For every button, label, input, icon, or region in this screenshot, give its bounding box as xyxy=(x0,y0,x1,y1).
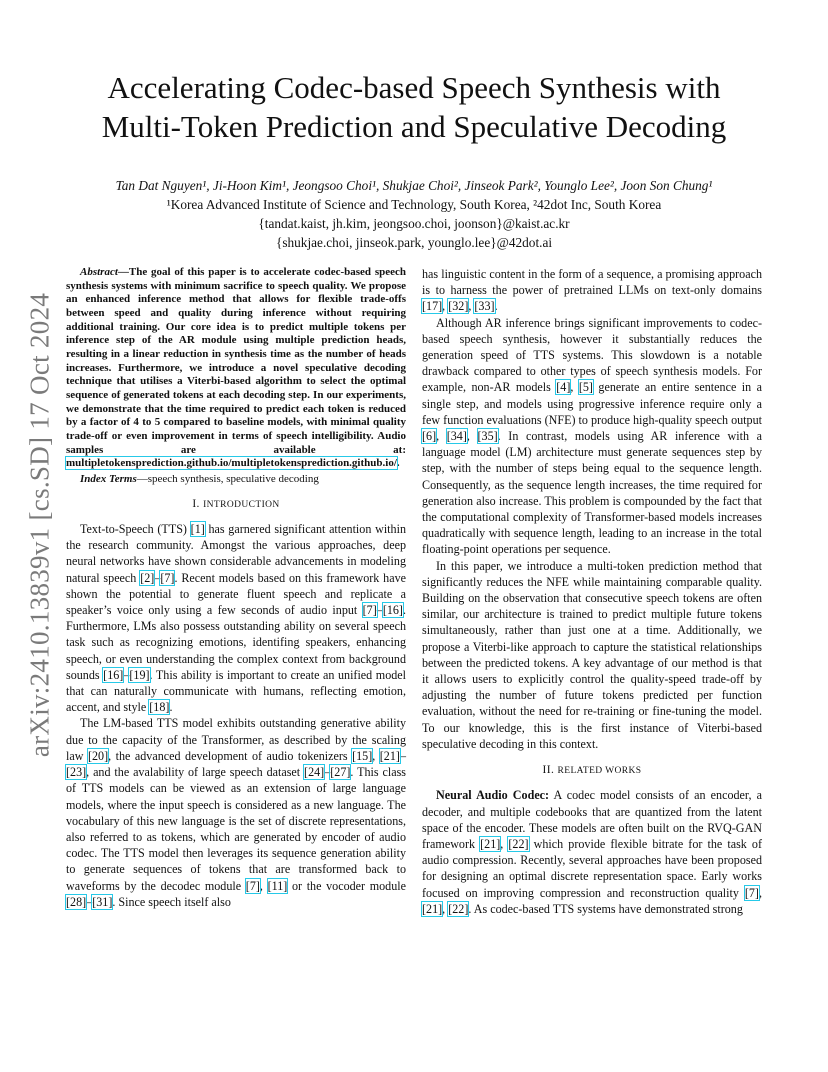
citation-link[interactable]: [15] xyxy=(352,748,373,763)
citation-link[interactable]: [21] xyxy=(422,901,443,916)
body-text: , xyxy=(442,299,449,314)
index-terms xyxy=(66,472,406,486)
body-text: , xyxy=(372,748,380,763)
body-text: – xyxy=(324,765,331,780)
citation-link[interactable]: [20] xyxy=(87,748,109,763)
body-text: A codec model consists of an encoder, a decoder, and multiple codebooks that are quantized from the latent space of the encoder. These models are often built on the RVQ-GAN framework xyxy=(422,788,762,851)
body-text: has garnered significant attention within the research community. Amongst the various approaches, deep neural networks have shown considerable advancements in modeling natural speech xyxy=(66,522,406,585)
intro-paragraph-2-continued xyxy=(422,266,762,315)
left-column xyxy=(66,266,406,910)
author-names: Tan Dat Nguyen¹, Ji-Hoon Kim¹, Jeongsoo Choi¹, Shukjae Choi², Jinseok Park², Younglo Lee², Joon Son Chung¹ xyxy=(115,178,713,193)
intro-paragraph-4 xyxy=(422,558,762,752)
body-text: , xyxy=(570,380,579,395)
citation-link[interactable]: [33] xyxy=(474,299,495,314)
index-terms-text: —speech synthesis, speculative decoding xyxy=(136,472,319,485)
body-text: . Furthermore, LMs also possess outstanding ability on several speech task such as recognizing emotions, identifing speakers, enhancing speech, or even understanding the complex context from background sounds xyxy=(66,603,406,682)
body-text: generate an entire sentence in a single step, and models using progressive inference require only a few function evaluations (NFE) to produce high-quality speech output xyxy=(422,380,762,427)
body-text: In this paper, we introduce a multi-token prediction method that significantly reduces the NFE while maintaining comparable quality. Building on the observation that consecutive speech tokens are often similar, our architecture is trained to predict multiple future tokens simultaneously, rather than just one at a time. Additionally, we propose a Viterbi-like approach to capture the statistical relationships between the predicted tokens. A key advantage of our method is that it allows users to explicitly control the quality-speed trade-off by adjusting the number of future tokens predicted per function evaluation, without the need for re-training or fine-tuning the model. To our knowledge, this is the first instance of Viterbi-based speculative decoding in this context. xyxy=(422,558,762,751)
body-text: . Recent models based on this framework have shown the potential to generate fluent speech and replicate a speaker’s voice only using a few seconds of audio input xyxy=(66,570,406,618)
body-text: , the advanced development of audio tokenizers xyxy=(108,748,353,763)
author-email-kaist: {tandat.kaist, jh.kim, jeongsoo.choi, joonson}@kaist.ac.kr xyxy=(258,216,570,231)
citation-link[interactable]: [1] xyxy=(190,522,205,537)
body-text: . As codec-based TTS systems have demonstrated strong xyxy=(468,901,743,916)
citation-link[interactable]: [21] xyxy=(379,748,400,763)
section-title: INTRODUCTION xyxy=(203,499,280,510)
arxiv-identifier: arXiv:2410.13839v1 [cs.SD] 17 Oct 2024 xyxy=(24,292,55,758)
body-text: The LM-based TTS model exhibits outstanding generative ability due to the capacity of the Transformer, as described by the scaling law xyxy=(66,716,406,763)
citation-link[interactable]: [23] xyxy=(66,765,87,780)
body-text: , xyxy=(259,878,268,893)
index-terms-label: Index Terms xyxy=(80,472,137,485)
citation-link[interactable]: [21] xyxy=(480,836,501,851)
body-text: – xyxy=(86,894,93,909)
citation-link[interactable]: [24] xyxy=(304,765,325,780)
section-heading-related-works xyxy=(422,762,762,779)
citation-link[interactable]: [22] xyxy=(508,836,529,851)
body-text: , xyxy=(468,299,475,314)
body-text: – xyxy=(154,570,161,585)
intro-paragraph-3 xyxy=(422,315,762,558)
body-text: , xyxy=(758,885,762,900)
citation-link[interactable]: [7] xyxy=(744,885,759,900)
body-text: Text-to-Speech (TTS) xyxy=(80,522,191,537)
citation-link[interactable]: [34] xyxy=(446,429,467,444)
section-title: RELATED WORKS xyxy=(557,766,642,777)
body-text: Although AR inference brings significant improvements to codec-based speech synthesis, however it substantially reduces the generation speed of TTS systems. This slowdown is a notable drawback compared to other types of speech synthesis models. For example, non-AR models xyxy=(422,315,762,395)
body-text: , and the avalability of large speech dataset xyxy=(86,765,305,780)
citation-link[interactable]: [2] xyxy=(140,570,155,585)
abstract xyxy=(66,266,406,471)
body-text: or the vocoder module xyxy=(287,878,407,893)
citation-link[interactable]: [5] xyxy=(578,380,593,395)
intro-paragraph-1 xyxy=(66,521,406,715)
body-text: – xyxy=(399,748,406,763)
body-text: which provide flexible bitrate for the task of audio compression. Recently, several approaches have been proposed for designing an optimal discrete representation space. Early works focused on improving compression and reconstruction quality xyxy=(422,836,762,900)
citation-link[interactable]: [28] xyxy=(66,894,87,909)
section-number: II. xyxy=(542,764,555,777)
citation-link[interactable]: [11] xyxy=(267,878,288,893)
body-text: – xyxy=(376,603,383,618)
title-line-1: Accelerating Codec-based Speech Synthesis with xyxy=(107,70,721,105)
citation-link[interactable]: [16] xyxy=(382,603,403,618)
citation-link[interactable]: [7] xyxy=(245,878,260,893)
abstract-end: . xyxy=(396,457,400,470)
citation-link[interactable]: [35] xyxy=(477,429,498,444)
body-text: . xyxy=(494,299,498,314)
body-text: has linguistic content in the form of a sequence, a promising approach is to harness the power of pretrained LLMs on text-only domains xyxy=(422,267,762,298)
citation-link[interactable]: [27] xyxy=(330,765,351,780)
arxiv-sidebar xyxy=(18,290,62,760)
run-in-heading: Neural Audio Codec: xyxy=(436,788,550,803)
body-text: , xyxy=(500,836,509,851)
body-text: . This ability is important to create an unified model that can naturally communicate with humans, reflecting emotion, accent, and style xyxy=(66,667,407,715)
citation-link[interactable]: [18] xyxy=(149,700,170,715)
body-text: , xyxy=(436,429,447,444)
body-text: . Since speech itself also xyxy=(112,894,231,909)
audio-samples-link[interactable]: multipletokensprediction.github.io/multipletokensprediction.github.io/ xyxy=(66,457,397,470)
author-block xyxy=(50,176,778,252)
abstract-label: Abstract xyxy=(80,266,118,278)
citation-link[interactable]: [31] xyxy=(92,894,113,909)
body-text: . This class of TTS models can be viewed as an extension of large language models, where the input speech is considered as a new language. The vocabulary of this new language is the set of discrete representations, also referred to as tokens, which are generated by encoder of audio codec. The TTS model then leverages its sequence generation ability to generate sequences of tokens that are transformed back to waveforms by the decodec module xyxy=(66,765,406,893)
author-affiliations: ¹Korea Advanced Institute of Science and Technology, South Korea, ²42dot Inc, South Korea xyxy=(166,197,662,212)
citation-link[interactable]: [7] xyxy=(160,570,175,585)
abstract-text: —The goal of this paper is to accelerate codec-based speech synthesis systems with minimum sacrifice to speech quality. We propose an enhanced inference method that allows for flexible trade-offs between speed and quality during inference without requiring additional training. Our core idea is to predict multiple tokens per inference step of the AR module using multiple prediction heads, resulting in a linear reduction in synthesis time as the number of heads increases. Furthermore, we introduce a novel speculative decoding technique that utilises a Viterbi-based algorithm to select the optimal sequence of generated tokens at each decoding step. In our experiments, we demonstrate that the time required to predict each token is reduced by a factor of 4 to 5 compared to baseline models, with minimal quality trade-off or even improvement in terms of speech intelligibility. Audio samples are available at: xyxy=(66,266,406,456)
citation-link[interactable]: [6] xyxy=(422,429,437,444)
body-text: , xyxy=(466,429,478,444)
related-paragraph-1 xyxy=(422,787,762,917)
paper-title xyxy=(60,68,768,146)
author-email-42dot: {shukjae.choi, jinseok.park, younglo.lee}@42dot.ai xyxy=(275,235,553,250)
body-text: , xyxy=(442,901,449,916)
section-heading-introduction xyxy=(66,496,406,513)
citation-link[interactable]: [17] xyxy=(422,299,443,314)
section-number: I. xyxy=(192,497,200,510)
intro-paragraph-2 xyxy=(66,715,406,909)
citation-link[interactable]: [7] xyxy=(362,603,377,618)
citation-link[interactable]: [19] xyxy=(129,667,150,682)
body-text: . xyxy=(169,700,173,715)
body-text: . In contrast, models using AR inference with a language model (LM) architecture must generate sequences step by step, with the number of steps being equal to the sequence length. Consequently, as the sequence length increases, the time required for generation also increase. This problem is compounded by the fact that the computational complexity of Transformer-based models increases quadratically with sequence length, leading to an increase in the total floating-point operations per sequence. xyxy=(422,429,762,557)
citation-link[interactable]: [16] xyxy=(103,667,124,682)
citation-link[interactable]: [4] xyxy=(556,380,571,395)
right-column xyxy=(422,266,762,917)
title-line-2: Multi-Token Prediction and Speculative Decoding xyxy=(101,109,727,144)
citation-link[interactable]: [32] xyxy=(448,299,469,314)
citation-link[interactable]: [22] xyxy=(448,901,469,916)
body-text: – xyxy=(123,667,130,682)
